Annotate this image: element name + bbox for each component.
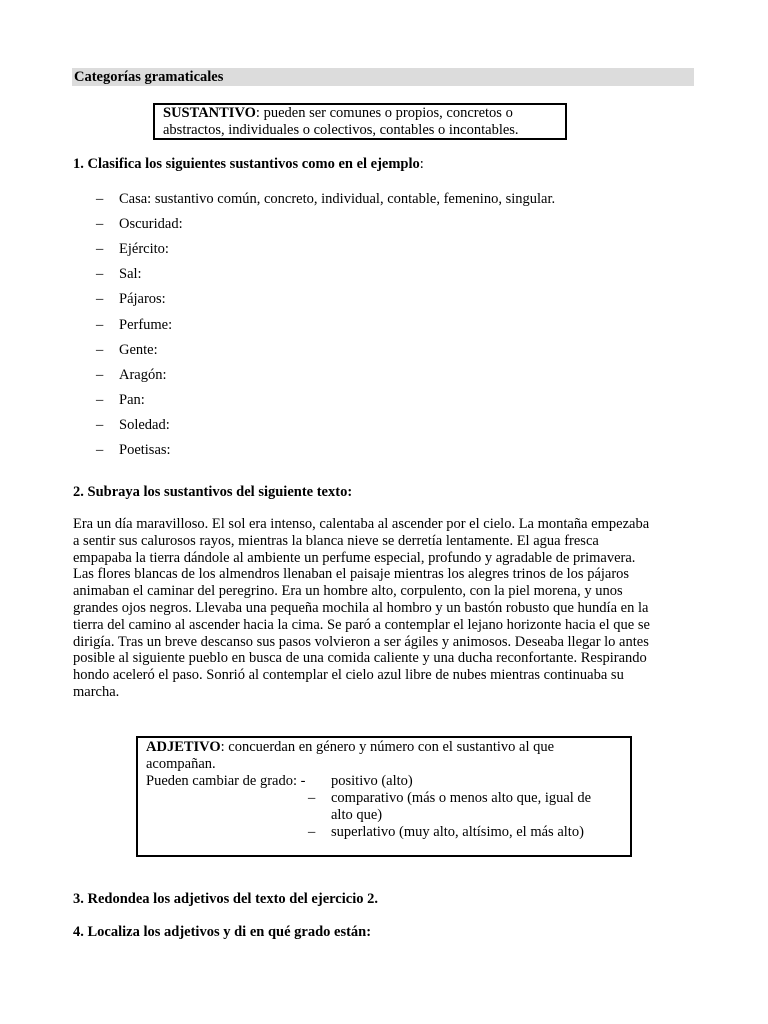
list-item-text: Pájaros:: [119, 291, 166, 307]
text-line: grandes ojos negros. Llevaba una pequeña mochila al hombro y un bastón robusto que hundía en la: [73, 599, 649, 616]
list-dash: –: [96, 266, 104, 282]
exercise-3-title: . Redondea los adjetivos del texto del ejercicio 2.: [80, 891, 378, 907]
exercise-2-text: [73, 516, 697, 701]
text-line: a sentir sus calurosos rayos, mientras la blanca nieve se derretía lentamente. El agua fresca: [73, 532, 599, 549]
adjetivo-line-2: acompañan.: [146, 756, 216, 772]
list-item: [96, 266, 142, 283]
list-item-text: Perfume:: [119, 317, 173, 333]
exercise-1-title: . Clasifica los siguientes sustantivos como en el ejemplo: [80, 156, 420, 172]
exercise-4-heading: [73, 924, 371, 941]
list-item: [96, 417, 170, 434]
exercise-1-heading: [73, 156, 424, 173]
text-line: hondo aceleró el paso. Sonrió al contemplar el cielo azul libre de nubes mientras continuaba su: [73, 667, 624, 684]
list-dash: –: [96, 216, 104, 232]
list-item: [96, 317, 172, 334]
sustantivo-line-1: [163, 105, 557, 122]
list-dash: –: [96, 367, 104, 383]
exercise-3-heading: [73, 891, 378, 908]
page-title: Categorías gramaticales: [72, 68, 694, 86]
list-item-text: Casa: sustantivo común, concreto, individual, contable, femenino, singular.: [119, 191, 556, 207]
adjetivo-line-1: [146, 739, 554, 756]
grade-label: Pueden cambiar de grado: -: [146, 773, 306, 789]
list-item-text: Aragón:: [119, 367, 167, 383]
grade-superlative: superlativo (muy alto, altísimo, el más alto): [331, 824, 584, 840]
text-line: empapaba la tierra dándole al ambiente un perfume especial, profundo y agradable de primavera.: [73, 549, 636, 566]
list-item: [96, 392, 145, 409]
adjetivo-definition-box: [136, 736, 632, 857]
list-dash: –: [96, 241, 104, 257]
grade-comparative-cont: alto que): [331, 807, 383, 823]
grade-comparative: comparativo (más o menos alto que, igual de: [331, 790, 592, 806]
list-dash: –: [96, 442, 104, 458]
list-item: [96, 191, 555, 208]
list-item-text: Pan:: [119, 392, 145, 408]
sustantivo-definition-text: : pueden ser comunes o propios, concretos o: [255, 105, 513, 121]
grade-dash: –: [308, 790, 316, 806]
text-line: animaban el caminar del peregrino. Era un hombre alto, corpulento, con la piel morena, y unos: [73, 583, 623, 600]
list-dash: –: [96, 417, 104, 433]
text-line: dirigía. Tras un breve descanso sus pasos volvieron a ser ágiles y animosos. Deseaba llegar lo antes: [73, 633, 649, 650]
text-line: Era un día maravilloso. El sol era intenso, calentaba al ascender por el cielo. La montaña empezaba: [73, 516, 650, 532]
sustantivo-definition-box: [153, 103, 567, 140]
exercise-4-title: . Localiza los adjetivos y di en qué grado están:: [80, 924, 372, 940]
grade-dash: –: [308, 824, 316, 840]
exercise-4-number: 4: [73, 924, 81, 940]
list-item: [96, 342, 158, 359]
exercise-1-colon: :: [419, 156, 424, 172]
list-item: [96, 367, 167, 384]
list-item-text: Poetisas:: [119, 442, 171, 458]
list-item: [96, 291, 166, 308]
list-item: [96, 442, 171, 459]
list-dash: –: [96, 191, 104, 207]
list-item-text: Sal:: [119, 266, 142, 282]
list-dash: –: [96, 342, 104, 358]
adjetivo-definition-text: : concuerdan en género y número con el sustantivo al que: [220, 739, 555, 755]
adjetivo-term: ADJETIVO: [146, 739, 221, 755]
list-item: [96, 241, 169, 258]
list-dash: –: [96, 291, 104, 307]
list-item-text: Gente:: [119, 342, 158, 358]
exercise-3-number: 3: [73, 891, 81, 907]
list-item-text: Oscuridad:: [119, 216, 183, 232]
sustantivo-term: SUSTANTIVO: [163, 105, 256, 121]
text-line: tierra del camino al ascender hacia la cima. Se paró a contemplar el lejano horizonte hacia el que se: [73, 616, 650, 633]
list-item-text: Soledad:: [119, 417, 170, 433]
text-line: Las flores blancas de los almendros llenaban el paisaje mientras los alegres trinos de los pájaros: [73, 566, 630, 583]
list-item-text: Ejército:: [119, 241, 169, 257]
list-dash: –: [96, 317, 104, 333]
text-line: posible al siguiente pueblo en busca de una comida caliente y una ducha reconfortante. Respirando: [73, 650, 647, 667]
exercise-2-heading: 2. Subraya los sustantivos del siguiente texto:: [73, 484, 353, 500]
list-item: [96, 216, 183, 233]
text-line: marcha.: [73, 683, 120, 700]
list-dash: –: [96, 392, 104, 408]
sustantivo-line-2: abstractos, individuales o colectivos, contables o incontables.: [163, 122, 519, 138]
grade-positive: positivo (alto): [331, 773, 413, 789]
exercise-1-number: 1: [73, 156, 81, 172]
